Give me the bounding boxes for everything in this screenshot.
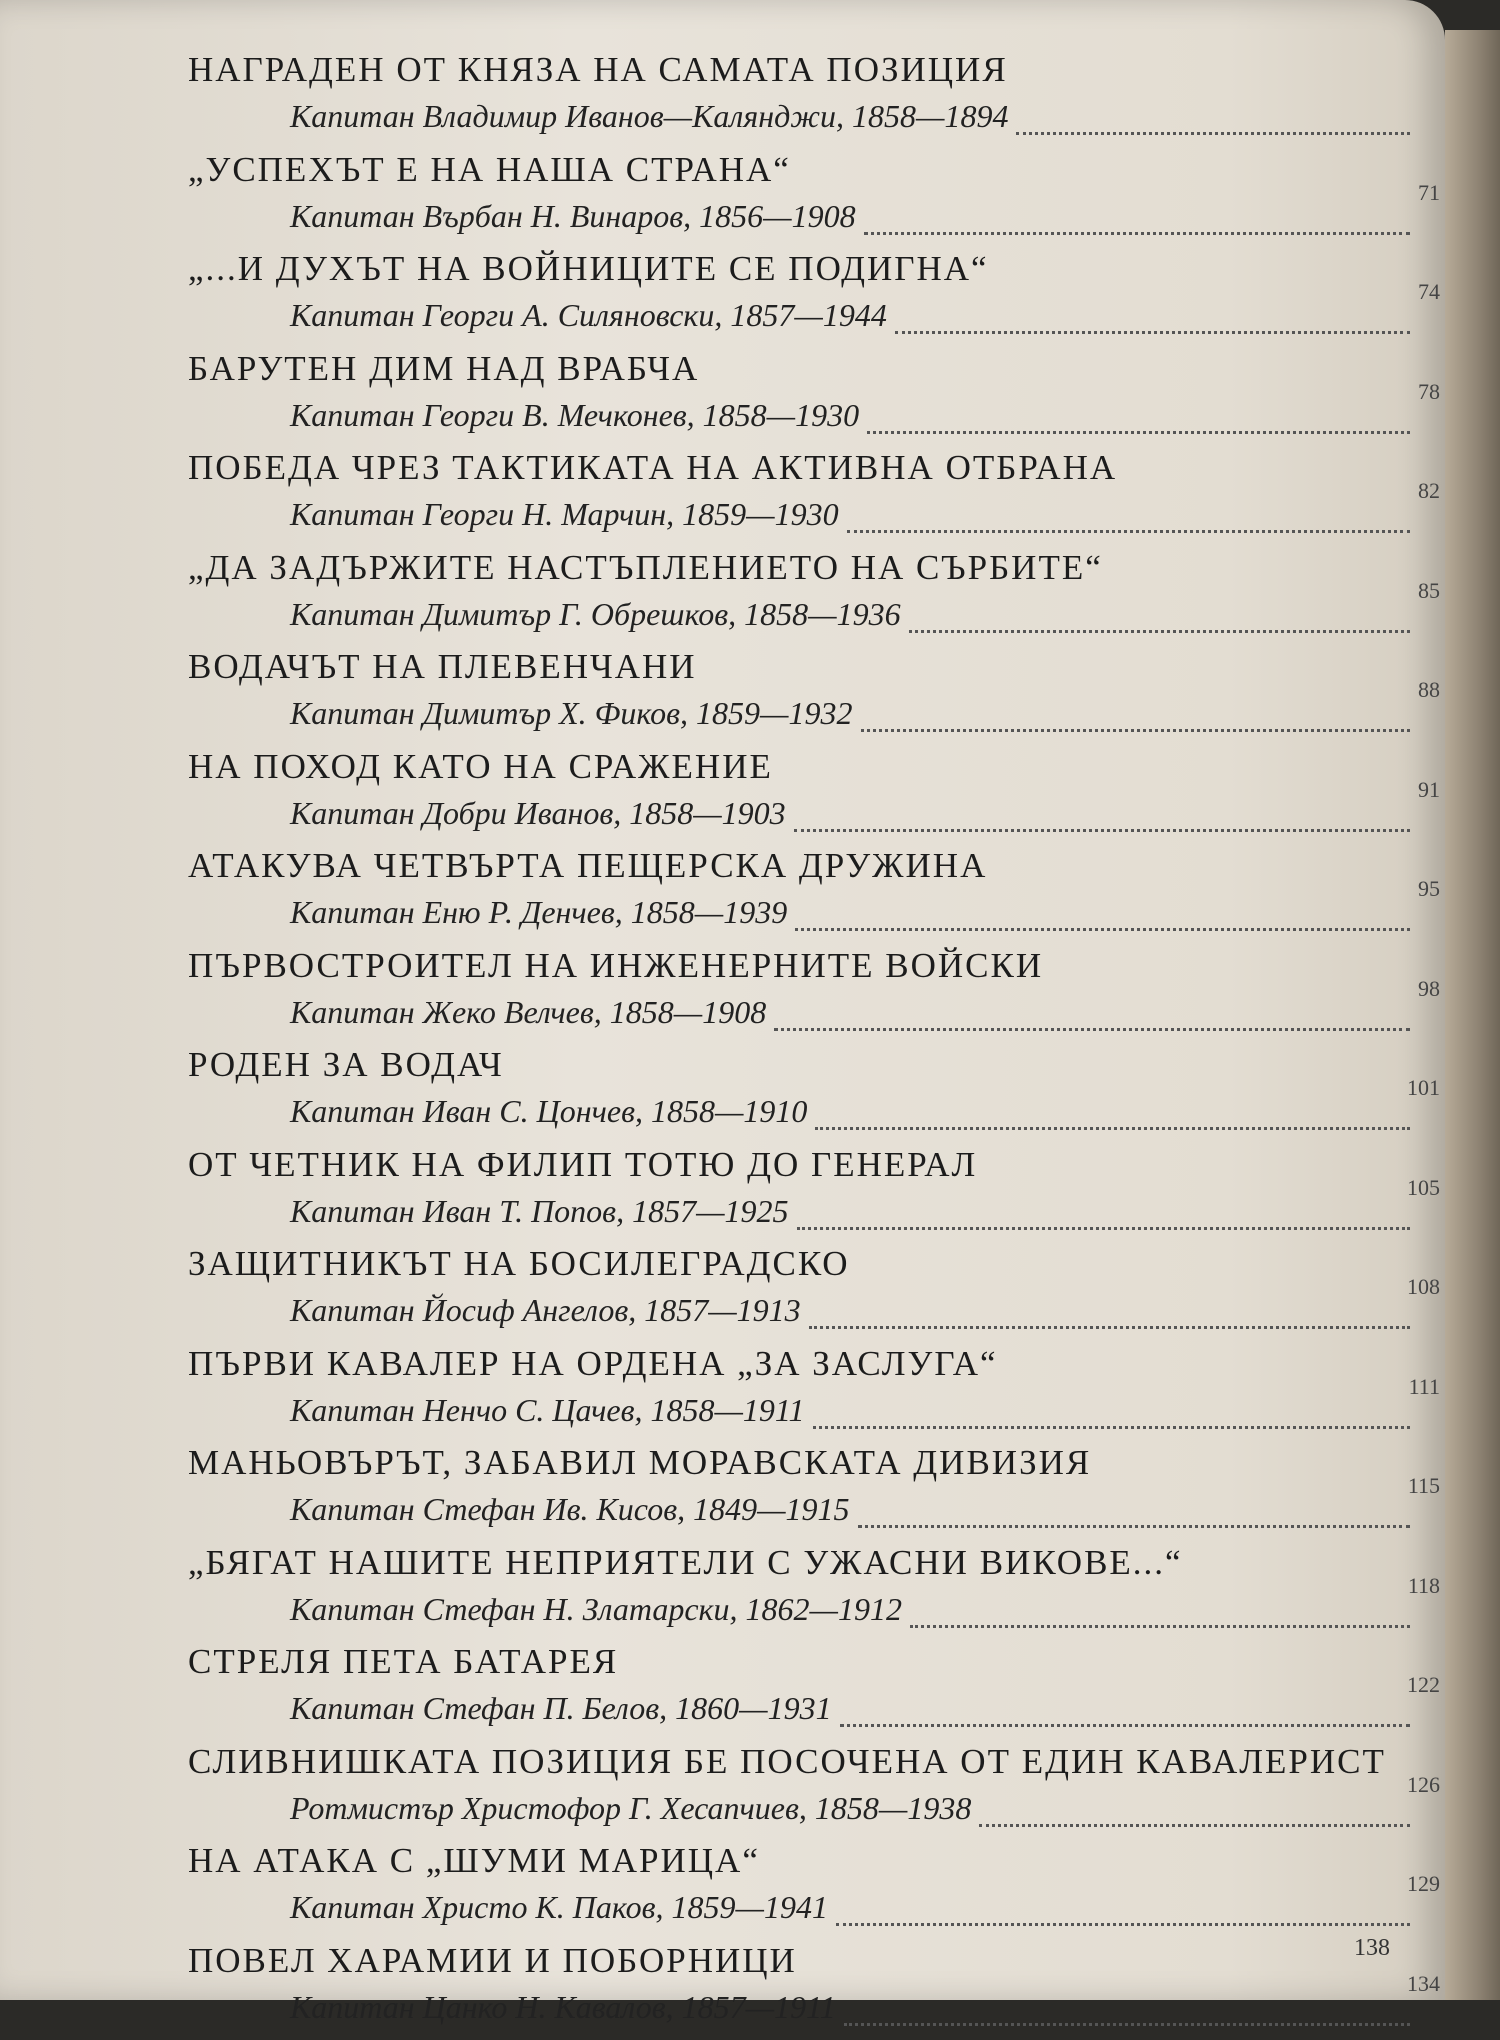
toc-entry-title: АТАКУВА ЧЕТВЪРТА ПЕЩЕРСКА ДРУЖИНА [188, 846, 987, 886]
toc-entry-author: Капитан Жеко Велчев, 1858—1908 [290, 994, 766, 1031]
toc-entry-page-number: 95 [1418, 876, 1440, 902]
toc-entry [180, 1344, 1440, 1444]
toc-entry-title: ПЪРВИ КАВАЛЕР НА ОРДЕНА „ЗА ЗАСЛУГА“ [188, 1344, 998, 1384]
toc-entry-author: Капитан Добри Иванов, 1858—1903 [290, 795, 786, 832]
toc-entry-author: Капитан Иван Т. Попов, 1857—1925 [290, 1193, 789, 1230]
toc-entry-title: ПЪРВОСТРОИТЕЛ НА ИНЖЕНЕРНИТЕ ВОЙСКИ [188, 946, 1043, 986]
toc-entry [180, 1941, 1440, 2040]
toc-entry [180, 946, 1440, 1046]
toc-entry-title: НАГРАДЕН ОТ КНЯЗА НА САМАТА ПОЗИЦИЯ [188, 50, 1008, 90]
dot-leader [847, 496, 1410, 533]
toc-entry-page-number: 78 [1418, 379, 1440, 405]
toc-entry-author: Капитан Йосиф Ангелов, 1857—1913 [290, 1292, 801, 1329]
toc-entry-page-number: 118 [1408, 1573, 1440, 1599]
toc-entry-title: ЗАЩИТНИКЪТ НА БОСИЛЕГРАДСКО [188, 1244, 850, 1284]
toc-entry-page-number: 91 [1418, 777, 1440, 803]
toc-entry-title: ОТ ЧЕТНИК НА ФИЛИП ТОТЮ ДО ГЕНЕРАЛ [188, 1145, 977, 1185]
toc-entry [180, 1642, 1440, 1742]
toc-entry-page-number: 134 [1407, 1971, 1440, 1997]
toc-entry [180, 249, 1440, 349]
toc-entry-title: НА АТАКА С „ШУМИ МАРИЦА“ [188, 1841, 760, 1881]
dot-leader [909, 596, 1410, 633]
dot-leader [797, 1193, 1410, 1230]
toc-entry-title: РОДЕН ЗА ВОДАЧ [188, 1045, 504, 1085]
dot-leader [864, 198, 1410, 235]
toc-entry [180, 349, 1440, 449]
dot-leader [815, 1093, 1410, 1130]
toc-entry-page-number: 74 [1418, 279, 1440, 305]
toc-entry-title: ПОБЕДА ЧРЕЗ ТАКТИКАТА НА АКТИВНА ОТБРАНА [188, 448, 1117, 488]
toc-entry-page-number: 111 [1409, 1374, 1440, 1400]
dot-leader [795, 894, 1410, 931]
toc-entry [180, 548, 1440, 648]
toc-entry [180, 1841, 1440, 1941]
dot-leader [809, 1292, 1410, 1329]
toc-entry-page-number: 108 [1407, 1274, 1440, 1300]
toc-entry [180, 50, 1440, 150]
toc-entry-title: БАРУТЕН ДИМ НАД ВРАБЧА [188, 349, 699, 389]
toc-entry-title: СТРЕЛЯ ПЕТА БАТАРЕЯ [188, 1642, 618, 1682]
toc-entry [180, 1045, 1440, 1145]
dot-leader [895, 297, 1410, 334]
dot-leader [840, 1690, 1410, 1727]
toc-entry-page-number: 85 [1418, 578, 1440, 604]
toc-entry-author: Ротмистър Христофор Г. Хесапчиев, 1858—1938 [290, 1790, 971, 1827]
toc-entry [180, 1244, 1440, 1344]
toc-entry-author: Капитан Георги Н. Марчин, 1859—1930 [290, 496, 839, 533]
toc-entry-author: Капитан Димитър Г. Обрешков, 1858—1936 [290, 596, 901, 633]
dot-leader [861, 695, 1410, 732]
toc-entry-page-number: 101 [1407, 1075, 1440, 1101]
dot-leader [858, 1491, 1410, 1528]
toc-entry-title: НА ПОХОД КАТО НА СРАЖЕНИЕ [188, 747, 773, 787]
toc-entry-title: ПОВЕЛ ХАРАМИИ И ПОБОРНИЦИ [188, 1941, 797, 1981]
toc-entry-author: Капитан Георги А. Силяновски, 1857—1944 [290, 297, 887, 334]
toc-entry [180, 1543, 1440, 1643]
toc-entry-title: „УСПЕХЪТ Е НА НАША СТРАНА“ [188, 150, 791, 190]
toc-entry-author: Капитан Христо К. Паков, 1859—1941 [290, 1889, 828, 1926]
toc-entry [180, 448, 1440, 548]
toc-entry-author: Капитан Върбан Н. Винаров, 1856—1908 [290, 198, 856, 235]
toc-entry-author: Капитан Ненчо С. Цачев, 1858—1911 [290, 1392, 805, 1429]
toc-entry [180, 647, 1440, 747]
toc-entry-author: Капитан Владимир Иванов—Калянджи, 1858—1894 [290, 98, 1008, 135]
toc-entry-page-number: 105 [1407, 1175, 1440, 1201]
toc-entry [180, 150, 1440, 250]
table-of-contents [180, 50, 1440, 2040]
toc-entry-title: „БЯГАТ НАШИТЕ НЕПРИЯТЕЛИ С УЖАСНИ ВИКОВЕ...“ [188, 1543, 1183, 1583]
toc-entry-author: Капитан Иван С. Цончев, 1858—1910 [290, 1093, 807, 1130]
toc-entry-page-number: 115 [1408, 1473, 1440, 1499]
toc-entry [180, 747, 1440, 847]
dot-leader [867, 397, 1410, 434]
toc-entry-title: „ДА ЗАДЪРЖИТЕ НАСТЪПЛЕНИЕТО НА СЪРБИТЕ“ [188, 548, 1103, 588]
toc-entry-author: Капитан Георги В. Мечконев, 1858—1930 [290, 397, 859, 434]
dot-leader [836, 1889, 1410, 1926]
toc-entry [180, 1145, 1440, 1245]
toc-entry-page-number: 98 [1418, 976, 1440, 1002]
toc-entry [180, 1443, 1440, 1543]
dot-leader [979, 1790, 1410, 1827]
toc-entry-author: Капитан Еню Р. Денчев, 1858—1939 [290, 894, 787, 931]
toc-entry-title: СЛИВНИШКАТА ПОЗИЦИЯ БЕ ПОСОЧЕНА ОТ ЕДИН КАВАЛЕРИСТ [188, 1742, 1386, 1782]
toc-entry-title: ВОДАЧЪТ НА ПЛЕВЕНЧАНИ [188, 647, 697, 687]
dot-leader [910, 1591, 1410, 1628]
toc-entry-title: „...И ДУХЪТ НА ВОЙНИЦИТЕ СЕ ПОДИГНА“ [188, 249, 989, 289]
toc-entry-page-number: 82 [1418, 478, 1440, 504]
dot-leader [794, 795, 1410, 832]
page-edge [1445, 30, 1500, 2000]
toc-entry-title: МАНЬОВЪРЪТ, ЗАБАВИЛ МОРАВСКАТА ДИВИЗИЯ [188, 1443, 1091, 1483]
toc-entry-page-number: 122 [1407, 1672, 1440, 1698]
toc-entry-author: Капитан Стефан Н. Златарски, 1862—1912 [290, 1591, 902, 1628]
toc-entry-author: Капитан Цанко Н. Кавалов, 1857—1911 [290, 1989, 836, 2026]
dot-leader [1016, 98, 1410, 135]
toc-entry-author: Капитан Стефан П. Белов, 1860—1931 [290, 1690, 832, 1727]
final-page-number: 138 [1354, 1935, 1390, 1962]
toc-entry [180, 1742, 1440, 1842]
toc-entry-page-number: 129 [1407, 1871, 1440, 1897]
toc-entry [180, 846, 1440, 946]
toc-entry-author: Капитан Стефан Ив. Кисов, 1849—1915 [290, 1491, 850, 1528]
dot-leader [844, 1989, 1410, 2026]
toc-entry-page-number: 126 [1407, 1772, 1440, 1798]
dot-leader [813, 1392, 1410, 1429]
dot-leader [774, 994, 1410, 1031]
toc-entry-author: Капитан Димитър Х. Фиков, 1859—1932 [290, 695, 853, 732]
toc-entry-page-number: 88 [1418, 677, 1440, 703]
toc-entry-page-number: 71 [1418, 180, 1440, 206]
